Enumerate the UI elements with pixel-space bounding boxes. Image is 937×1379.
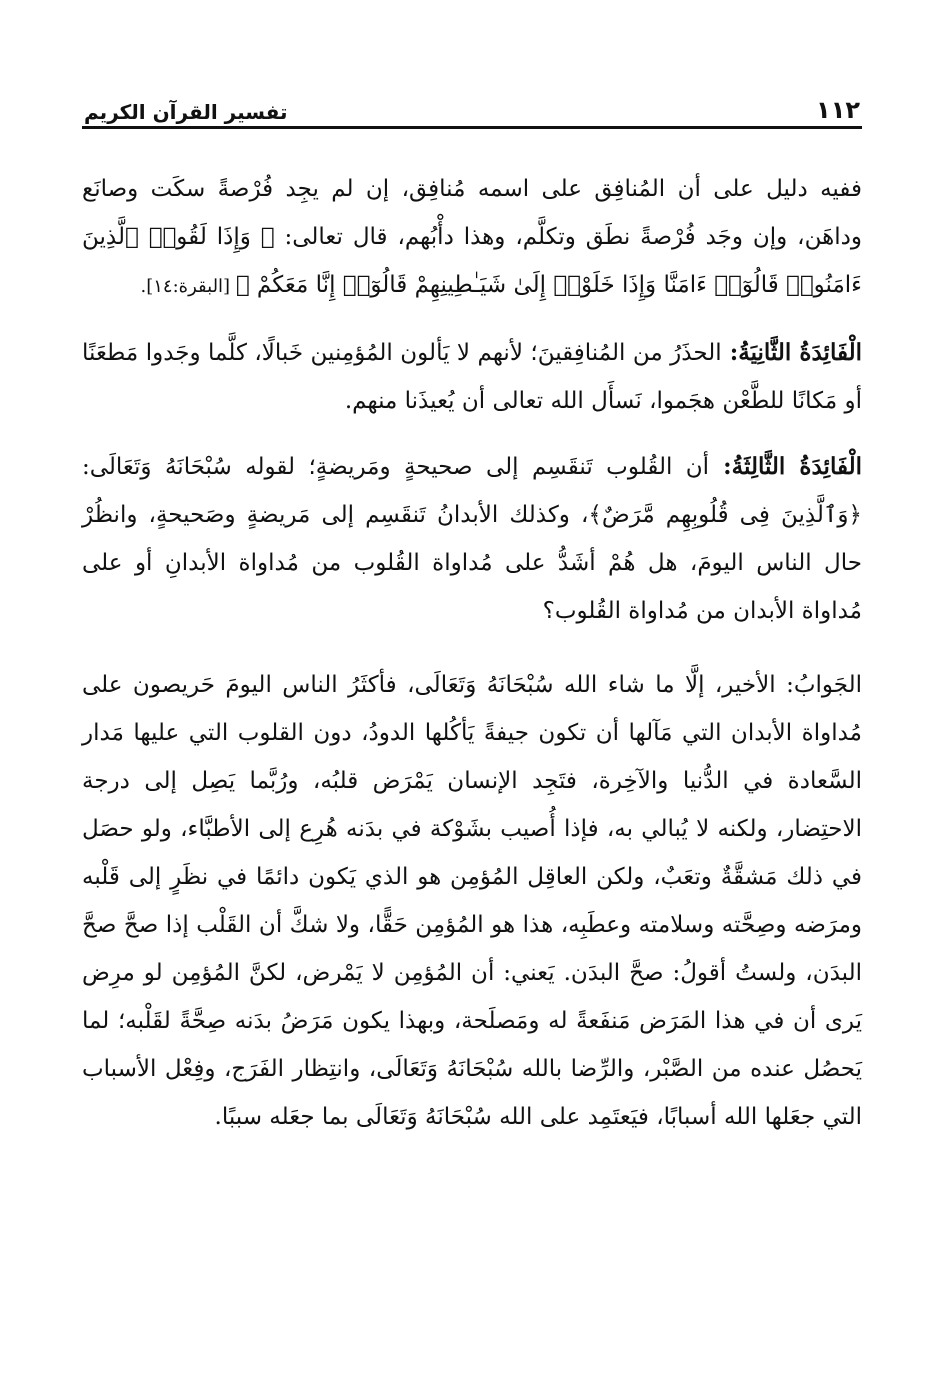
page-number: ١١٢ [816,96,860,124]
paragraph-3 [82,443,862,635]
paragraph-3-text-before: أن القُلوب تَنقَسِم إلى صحيحةٍ ومَريضةٍ؛ لقوله سُبْحَانَهُ وَتَعَالَى: [82,454,710,480]
paragraph-4-text: الجَوابُ: الأخير، إلَّا ما شاء الله سُبْحَانَهُ وَتَعَالَى، فأكثَرُ الناس اليومَ حَريصون على مُداواة الأبدان التي مَآلها أن تكون جيفةً يَأكُلها الدودُ، دون القلوب التي عليها مَدار السَّعادة في الدُّنيا والآخِرة، فتَجِد الإنسان يَمْرَض قلبُه، ورُبَّما يَصِل إلى درجة الاحتِضار، ولكنه لا يُبالي به، فإذا أُصيب بشَوْكة في بدَنه هُرِع إلى الأطبَّاء، ولو حصَل في ذلك مَشقَّةٌ وتعَبٌ، ولكن العاقِل المُؤمِن هو الذي يَكون دائمًا في نظَرٍ إلى قَلْبه ومرَضه وصِحَّته وسلامته وعطَبِه، هذا هو المُؤمِن حَقًّا، ولا شكَّ أن القَلْب إذا صحَّ صحَّ البدَن، ولستُ أقولُ: صحَّ البدَن. يَعني: أن المُؤمِن لا يَمْرض، لكنَّ المُؤمِن لو مرِض يَرى أن في هذا المَرَض مَنفَعةً له ومَصلَحة، وبهذا يكون مَرَضُ بدَنه صِحَّةً لقَلْبه؛ لما يَحصُل عنده من الصَّبْر، والرِّضا بالله سُبْحَانَهُ وَتَعَالَى، وانتِظار الفَرَج، وفِعْل الأسباب التي جعَلها الله أسبابًا، فيَعتَمِد على الله سُبْحَانَهُ وَتَعَالَى بما جعَله سببًا. [82,672,862,1130]
book-page [82,82,862,1159]
quran-verse-2: ﴿وَٱلَّذِينَ فِى قُلُوبِهِم مَّرَضٌ﴾ [588,502,862,528]
paragraph-2 [82,329,862,425]
paragraph-1-text: ففيه دليل على أن المُنافِق على اسمه مُنافِق، إن لم يجِد فُرْصةً سكَت وصانَع وداهَن، وإن وجَد فُرْصةً نطَق وتكلَّم، وهذا دأْبُهم، قال تعالى: [82,176,862,250]
page-body [82,165,862,1141]
paragraph-2-text: الحذَرُ من المُنافِقينَ؛ لأنهم لا يَألون المُؤمِنين خَبالًا، كلَّما وجَدوا مَطعَنًا أو مَكانًا للطَّعْن هجَموا، نَسأَل الله تعالى أن يُعيذَنا منهم. [82,340,862,414]
page-header [82,82,862,129]
paragraph-4 [82,661,862,1141]
benefit-heading-3: الْفَائِدَةُ الثَّالِثَةُ: [709,453,862,480]
verse-reference-1: [البقرة:١٤]. [140,276,236,297]
quran-verse-1: ﴿ وَإِذَا لَقُوا۟ ٱلَّذِينَ ءَامَنُوا۟ قَالُوٓا۟ ءَامَنَّا وَإِذَا خَلَوْا۟ إِلَىٰ شَيَـٰطِينِهِمْ قَالُوٓا۟ إِنَّا مَعَكُمْ ﴾ [82,224,862,298]
running-title: تفسير القرآن الكريم [84,100,288,124]
benefit-heading-2: الْفَائِدَةُ الثَّانِيَةُ: [721,339,862,366]
paragraph-3-text-after: ، وكذلك الأبدانُ تَنقَسِم إلى مَريضةٍ وصَحيحةٍ، وانظُرْ حال الناس اليومَ، هل هُمْ أشَدُّ على مُداواة القُلوب من مُداواة الأبدانِ أو على مُداواة الأبدان من مُداواة القُلوب؟ [82,502,862,624]
paragraph-1 [82,165,862,311]
